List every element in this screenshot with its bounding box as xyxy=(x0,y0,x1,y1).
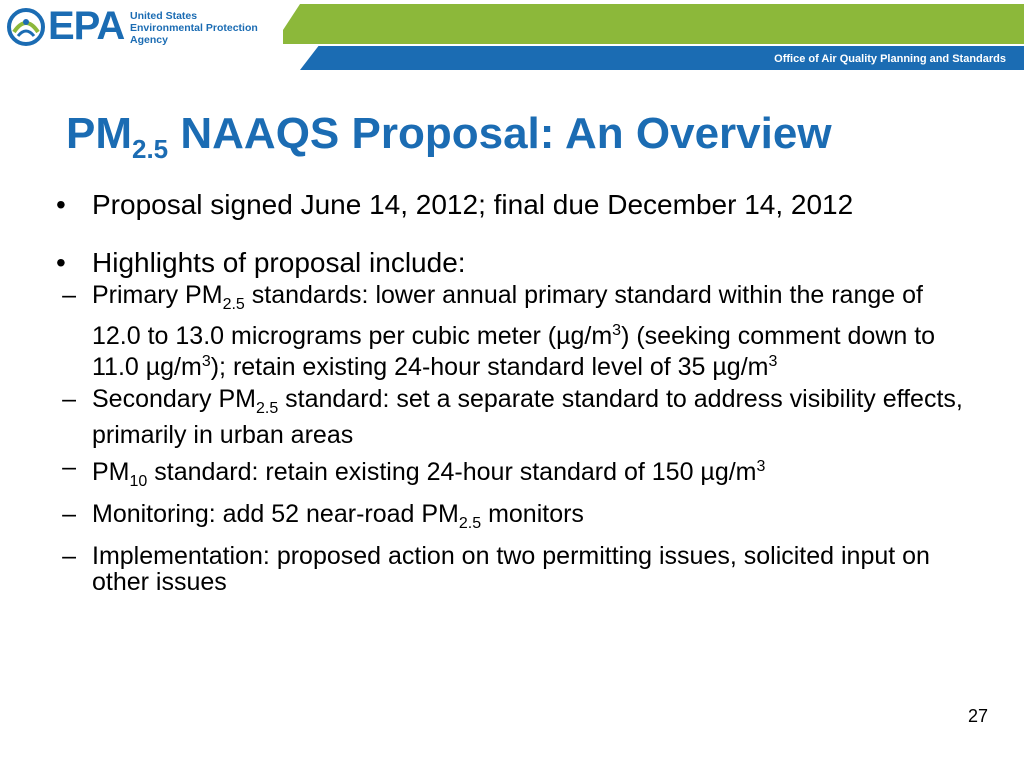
slide-header xyxy=(0,0,1024,72)
sub-text: PM xyxy=(92,458,130,486)
bullet-text: Highlights of proposal include: xyxy=(92,247,466,278)
sub-bullet-item xyxy=(46,543,964,595)
superscript: 3 xyxy=(768,353,778,370)
sub-text: standard: set a separate standard to address visibility effects, primarily in urban areas xyxy=(92,385,963,449)
sub-bullet-item xyxy=(46,501,964,537)
slide-content xyxy=(0,190,1024,601)
sub-text: ) (seeking comment down to 11.0 µg/m xyxy=(92,322,936,381)
superscript: 3 xyxy=(756,458,766,475)
subscript: 2.5 xyxy=(222,296,245,313)
sub-bullet-item xyxy=(46,386,964,448)
epa-flower-icon xyxy=(6,8,46,46)
sub-text: Monitoring: add 52 near-road PM xyxy=(92,500,459,528)
agency-name xyxy=(130,10,258,46)
sub-text: ); retain existing 24-hour standard level of 35 µg/m xyxy=(210,353,769,381)
dash-icon: – xyxy=(62,281,76,309)
sub-text: Secondary PM xyxy=(92,385,256,413)
agency-line: United States xyxy=(130,10,198,22)
title-subscript: 2.5 xyxy=(132,134,169,164)
bullet-item xyxy=(0,190,1024,220)
office-label: Office of Air Quality Planning and Standards xyxy=(774,53,1006,65)
sub-text: monitors xyxy=(481,500,584,528)
page-number: 27 xyxy=(967,706,988,726)
superscript: 3 xyxy=(612,322,622,339)
agency-line: Agency xyxy=(130,34,168,46)
title-text: NAAQS Proposal: An Overview xyxy=(168,109,832,158)
bullet-list xyxy=(0,190,1024,595)
sub-bullet-item xyxy=(46,282,964,380)
title-text: PM xyxy=(66,109,132,158)
superscript: 3 xyxy=(201,353,211,370)
dash-icon: – xyxy=(62,500,76,528)
subscript: 2.5 xyxy=(255,400,279,417)
subscript: 10 xyxy=(129,473,148,490)
slide-title xyxy=(66,108,832,175)
sub-text: Primary PM xyxy=(92,281,223,309)
epa-logo xyxy=(6,6,272,46)
dash-icon: – xyxy=(62,542,76,570)
sub-text: standard: retain existing 24-hour standard of 150 µg/m xyxy=(147,458,757,486)
bullet-item xyxy=(0,248,1024,595)
dash-icon: – xyxy=(62,453,76,481)
agency-line: Environmental Protection xyxy=(130,22,258,34)
bullet-dot-icon: • xyxy=(56,189,66,220)
logo-text: EPA xyxy=(48,4,125,48)
bullet-text: Proposal signed June 14, 2012; final due December 14, 2012 xyxy=(92,189,854,220)
dash-icon: – xyxy=(62,385,76,413)
sub-text: standards: lower annual primary standard within the range of 12.0 to 13.0 micrograms per cubic meter (µg/m xyxy=(92,281,923,350)
bullet-dot-icon: • xyxy=(56,247,66,278)
sub-bullet-list xyxy=(62,281,964,596)
sub-bullet-item xyxy=(46,454,964,495)
subscript: 2.5 xyxy=(458,515,482,532)
sub-text: Implementation: proposed action on two permitting issues, solicited input on other issues xyxy=(92,542,930,596)
